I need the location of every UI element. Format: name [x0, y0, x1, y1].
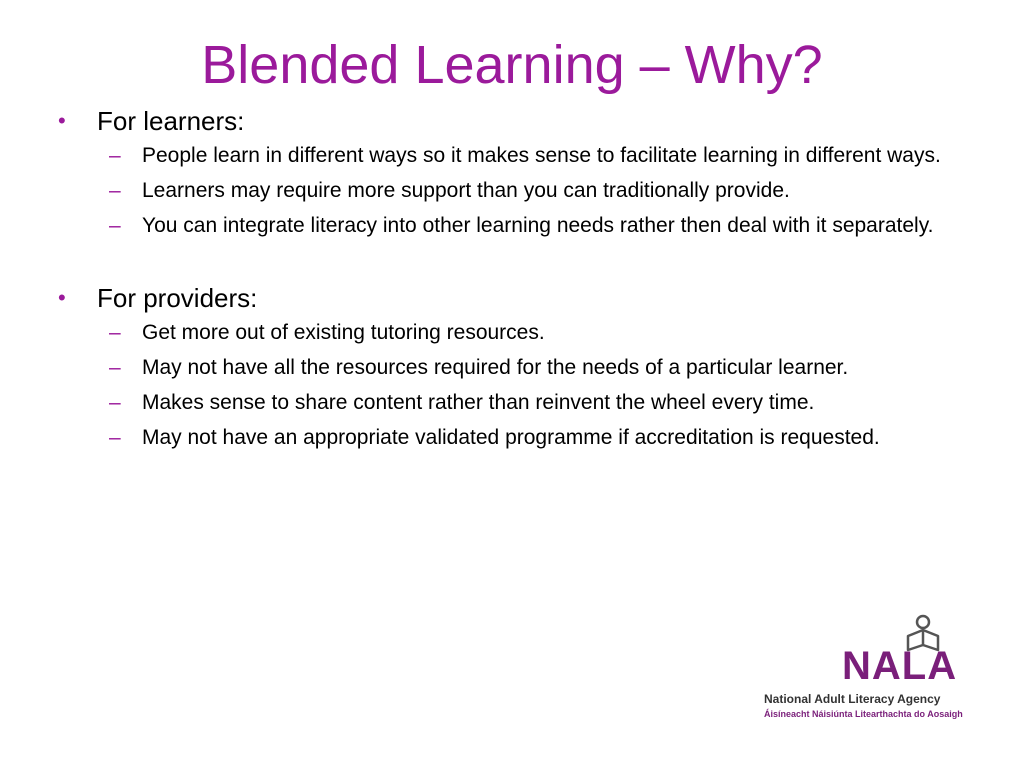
sub-list	[97, 318, 978, 453]
section-learners	[58, 103, 978, 241]
list-item	[58, 388, 978, 418]
bullet-marker: •	[58, 285, 66, 310]
list-item-text: Learners may require more support than you can traditionally provide.	[142, 179, 790, 202]
dash-marker: –	[109, 144, 121, 167]
dash-marker: –	[109, 214, 121, 237]
list-item-text: Get more out of existing tutoring resources.	[142, 321, 545, 344]
list-item	[58, 423, 978, 453]
logo-wordmark: NALA	[842, 644, 958, 688]
dash-marker: –	[109, 356, 121, 379]
list-item-text: May not have all the resources required for the needs of a particular learner.	[142, 356, 849, 379]
dash-marker: –	[109, 426, 121, 449]
list-item	[58, 318, 978, 348]
list-item-text: People learn in different ways so it makes sense to facilitate learning in different ways.	[142, 144, 941, 167]
dash-marker: –	[109, 391, 121, 414]
section-spacer	[58, 246, 978, 280]
list-item	[58, 176, 978, 206]
nala-logo	[762, 614, 962, 724]
sub-list	[97, 141, 978, 241]
list-item-text: You can integrate literacy into other learning needs rather then deal with it separately.	[142, 214, 934, 237]
slide-content	[58, 103, 978, 458]
dash-marker: –	[109, 321, 121, 344]
section-heading: For providers:	[97, 283, 258, 313]
list-item-text: May not have an appropriate validated programme if accreditation is requested.	[142, 426, 880, 449]
list-item	[58, 353, 978, 383]
section-heading: For learners:	[97, 106, 245, 136]
list-item	[58, 141, 978, 171]
logo-tagline-irish: Áisíneacht Náisiúnta Litearthachta do Aosaigh	[764, 709, 963, 719]
list-item-text: Makes sense to share content rather than reinvent the wheel every time.	[142, 391, 815, 414]
bullet-marker: •	[58, 108, 66, 133]
dash-marker: –	[109, 179, 121, 202]
slide-title: Blended Learning – Why?	[201, 35, 823, 95]
section-providers	[58, 280, 978, 453]
logo-tagline-english: National Adult Literacy Agency	[764, 692, 941, 706]
list-item	[58, 211, 978, 241]
